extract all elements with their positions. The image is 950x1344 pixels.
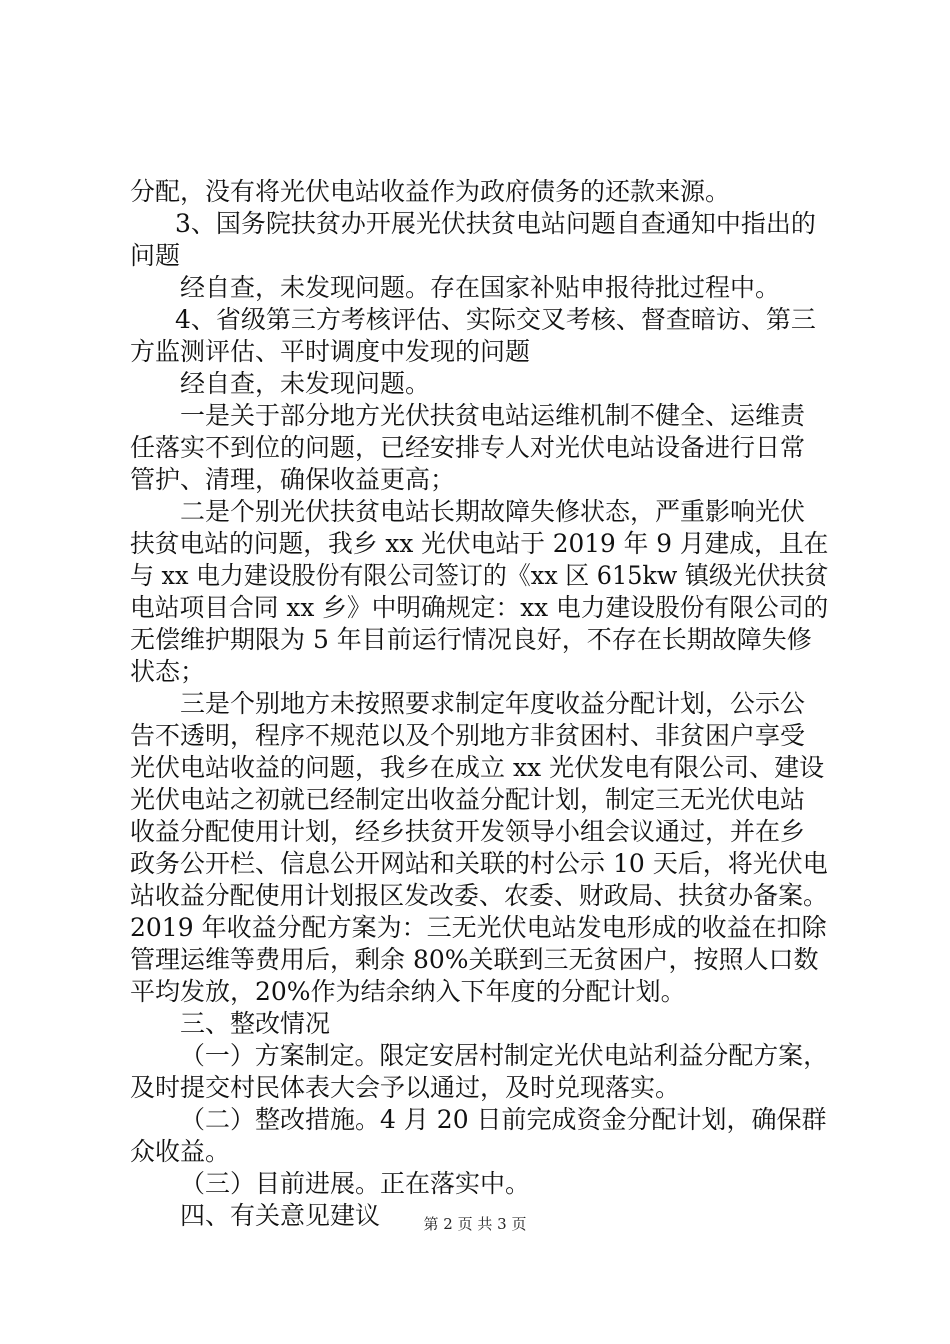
text-line: 经自查，未发现问题。存在国家补贴申报待批过程中。 <box>180 273 781 302</box>
text-line: 分配，没有将光伏电站收益作为政府债务的还款来源。 <box>130 177 731 206</box>
text-line: 政务公开栏、信息公开网站和关联的村公示 10 天后，将光伏电 <box>130 849 828 878</box>
text-line: 无偿维护期限为 5 年目前运行情况良好，不存在长期故障失修 <box>130 625 812 654</box>
text-line: 3、国务院扶贫办开展光伏扶贫电站问题自查通知中指出的 <box>175 209 816 238</box>
text-line: （二）整改措施。4 月 20 日前完成资金分配计划，确保群 <box>180 1105 827 1134</box>
text-line: 光伏电站收益的问题，我乡在成立 xx 光伏发电有限公司、建设 <box>130 753 825 782</box>
text-line: 任落实不到位的问题，已经安排专人对光伏电站设备进行日常 <box>130 433 806 462</box>
text-line: 光伏电站之初就已经制定出收益分配计划，制定三无光伏电站 <box>130 785 806 814</box>
text-line: 二是个别光伏扶贫电站长期故障失修状态，严重影响光伏 <box>180 497 806 526</box>
text-line: 收益分配使用计划，经乡扶贫开发领导小组会议通过，并在乡 <box>130 817 806 846</box>
text-line: 告不透明，程序不规范以及个别地方非贫困村、非贫困户享受 <box>130 721 806 750</box>
text-line: 管护、清理，确保收益更高； <box>130 465 456 494</box>
text-line: （三）目前进展。正在落实中。 <box>180 1169 531 1198</box>
text-line: 4、省级第三方考核评估、实际交叉考核、督查暗访、第三 <box>175 305 816 334</box>
text-line: 经自查，未发现问题。 <box>180 369 431 398</box>
text-line: 站收益分配使用计划报区发改委、农委、财政局、扶贫办备案。 <box>130 881 828 910</box>
text-line: 平均发放，20%作为结余纳入下年度的分配计划。 <box>130 977 686 1006</box>
text-line: 一是关于部分地方光伏扶贫电站运维机制不健全、运维责 <box>180 401 806 430</box>
text-line: 三是个别地方未按照要求制定年度收益分配计划，公示公 <box>180 689 806 718</box>
text-line: （一）方案制定。限定安居村制定光伏电站利益分配方案， <box>180 1041 829 1070</box>
section-heading: 三、整改情况 <box>180 1009 331 1038</box>
text-line: 电站项目合同 xx 乡》中明确规定：xx 电力建设股份有限公司的 <box>130 593 829 622</box>
section-heading: 四、有关意见建议 <box>180 1201 381 1230</box>
text-line: 及时提交村民体表大会予以通过，及时兑现落实。 <box>130 1073 681 1102</box>
text-line: 众收益。 <box>130 1137 231 1166</box>
text-line: 与 xx 电力建设股份有限公司签订的《xx 区 615kw 镇级光伏扶贫 <box>130 561 829 590</box>
text-line: 问题 <box>130 241 181 270</box>
text-line: 管理运维等费用后，剩余 80%关联到三无贫困户，按照人口数 <box>130 945 819 974</box>
text-line: 扶贫电站的问题，我乡 xx 光伏电站于 2019 年 9 月建成，且在 <box>130 529 829 558</box>
text-line: 状态； <box>130 657 206 686</box>
page-footer: 第 2 页 共 3 页 <box>423 1215 527 1233</box>
text-line: 方监测评估、平时调度中发现的问题 <box>130 337 531 366</box>
text-line: 2019 年收益分配方案为：三无光伏电站发电形成的收益在扣除 <box>130 913 827 942</box>
